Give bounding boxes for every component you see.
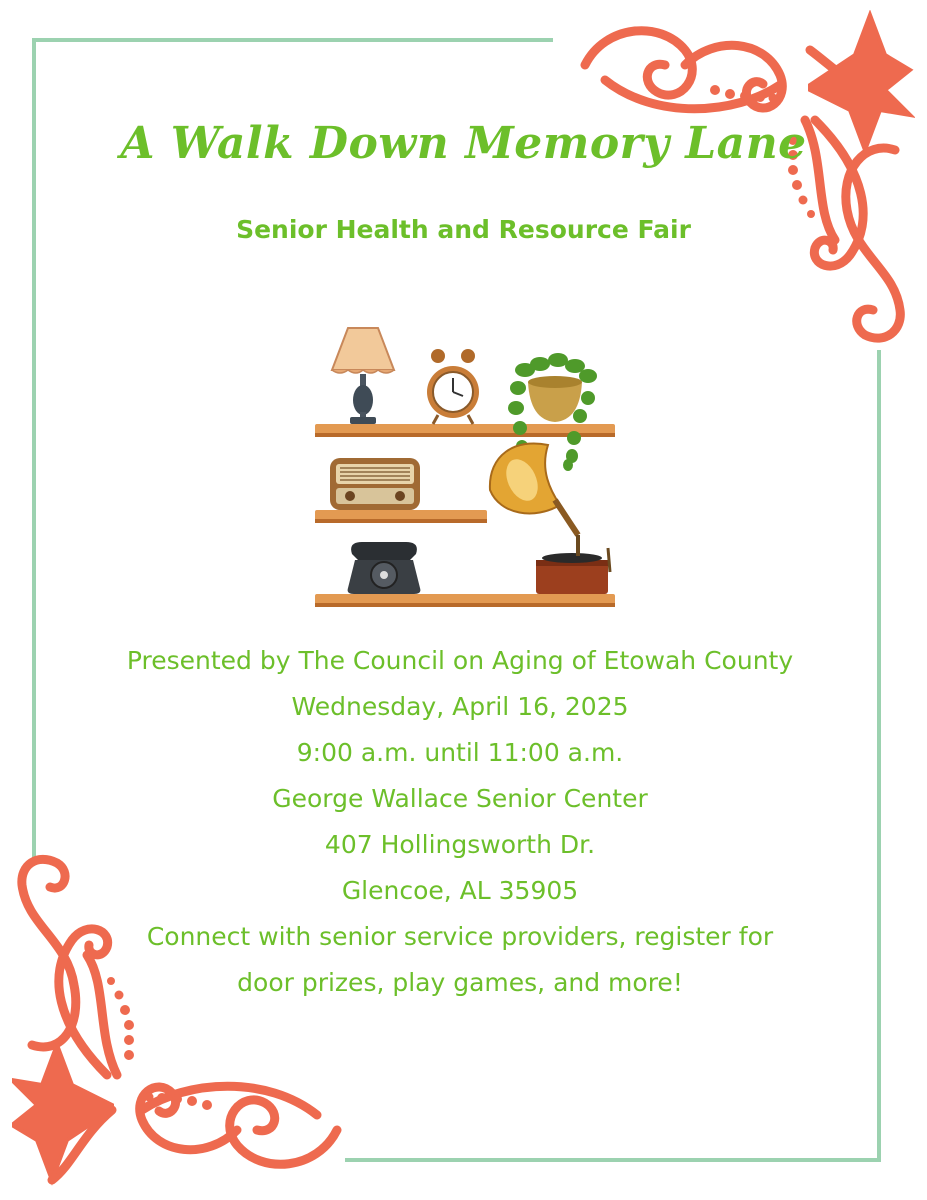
blurb-line-1: Connect with senior service providers, register for bbox=[146, 922, 774, 951]
frame-top-border bbox=[33, 38, 553, 42]
blurb-line-2: door prizes, play games, and more! bbox=[237, 968, 683, 997]
shelf-illustration bbox=[310, 320, 620, 615]
flyer-title: A Walk Down Memory Lane bbox=[120, 118, 807, 169]
rotary-phone-icon bbox=[348, 542, 421, 594]
flyer-subtitle: Senior Health and Resource Fair bbox=[236, 215, 691, 244]
lamp-icon bbox=[332, 328, 394, 424]
event-date: Wednesday, April 16, 2025 bbox=[291, 692, 629, 721]
radio-icon bbox=[330, 458, 420, 510]
event-time: 9:00 a.m. until 11:00 a.m. bbox=[296, 738, 624, 767]
alarm-clock-icon bbox=[427, 349, 479, 424]
venue-city: Glencoe, AL 35905 bbox=[341, 876, 579, 905]
venue-street: 407 Hollingsworth Dr. bbox=[324, 830, 596, 859]
gramophone-icon bbox=[490, 443, 610, 594]
corner-flourish-top-right bbox=[565, 10, 915, 350]
frame-bottom-border bbox=[345, 1158, 881, 1162]
presenter-line: Presented by The Council on Aging of Etowah County bbox=[126, 646, 794, 675]
event-details bbox=[40, 638, 880, 1006]
venue-name: George Wallace Senior Center bbox=[272, 784, 648, 813]
